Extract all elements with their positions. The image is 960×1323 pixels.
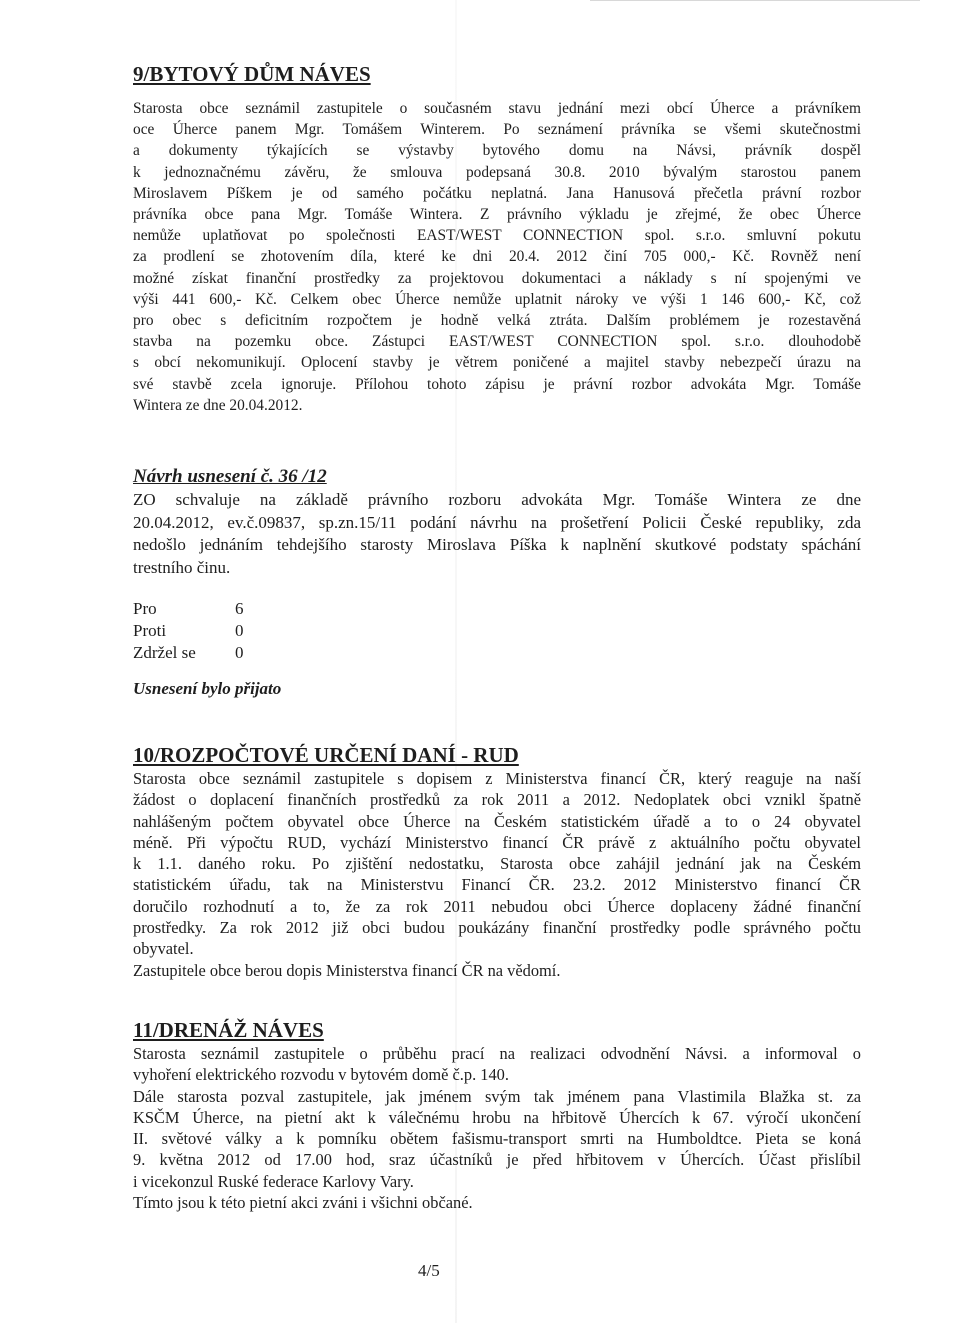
vote-value: 0 <box>235 643 244 662</box>
section10-line: méně. Při výpočtu RUD, vychází Ministerstvo financí ČR právě z aktuálního počtu obyvatel <box>133 832 861 852</box>
section9-line: výši 441 600,- Kč. Celkem obec Úherce nemůže uplatnit nároky ve výši 1 146 600,- Kč, což <box>133 290 861 308</box>
section9-line: Starosta obce seznámil zastupitele o současném stavu jednání mezi obcí Úherce a právníkem <box>133 100 861 117</box>
vote-row <box>133 620 244 642</box>
section10-line: statistickém úřadu, tak na Ministerstvu Financí ČR. 23.2. 2012 Ministerstvo financí ČR <box>133 875 861 895</box>
section9-line: pro obec s deficitním rozpočtem je hodně velká ztráta. Dalším problémem je rozestavěná <box>133 312 861 330</box>
proposal-line: nedošlo jednáním tehdejšího starosty Miroslava Píška k naplnění skutkové podstaty spáchání <box>133 535 861 554</box>
proposal-heading: Návrh usnesení č. 36 /12 <box>133 466 327 487</box>
section10-line: nahlášeným počtem obyvatel obce Úherce na Českém statistickém úřadě a to o 24 obyvatel <box>133 811 861 831</box>
proposal-body <box>133 489 861 579</box>
vote-row <box>133 642 244 664</box>
section11-line: KSČM Úherce, na pietní akt k válečnému hrobu na hřbitově Úhercích k 67. výročí ukončení <box>133 1107 861 1127</box>
section9-line: své stavbě zcela ignoruje. Přílohou tohoto zápisu je právní rozbor advokáta Mgr. Tomáše <box>133 375 861 393</box>
section10-line: Starosta obce seznámil zastupitele s dopisem z Ministerstva financí ČR, který reaguje na naší <box>133 769 861 788</box>
page-number: 4/5 <box>418 1261 440 1280</box>
vote-value: 0 <box>235 621 244 640</box>
section9-heading: 9/BYTOVÝ DŮM NÁVES <box>133 62 371 86</box>
section9-line: stavba na pozemku obce. Zástupci EAST/WEST CONNECTION spol. s.r.o. dlouhodobě <box>133 333 861 351</box>
section9-line: k jednoznačnému závěru, že smlouva podepsaná 30.8. 2010 bývalým starostou panem <box>133 163 861 181</box>
section11-line: vyhoření elektrického rozvodu v bytovém domě č.p. 140. <box>133 1065 509 1085</box>
vote-label: Pro <box>133 599 157 618</box>
section10-line: obyvatel. <box>133 939 194 959</box>
section11-line: Dále starosta pozval zastupitele, jak jménem svým tak jménem pana Vlastimila Blažka st. za <box>133 1086 861 1106</box>
section9-line: právníka obce pana Mgr. Tomáše Wintera. Z právního výkladu je zřejmé, že obec Úherce <box>133 206 861 224</box>
section10-heading: 10/ROZPOČTOVÉ URČENÍ DANÍ - RUD <box>133 743 519 767</box>
section9-line: za prodlení se zhotovením díla, které ke dni 20.4. 2012 činí 705 000,- Kč. Rovněž není <box>133 248 861 266</box>
scan-edge-line <box>590 0 920 1</box>
section9-line: oce Úherce panem Mgr. Tomášem Winterem. Po seznámení právníka se všemi skutečnostmi <box>133 121 861 139</box>
vote-row <box>133 598 244 620</box>
proposal-line: 20.04.2012, ev.č.09837, sp.zn.15/11 podání návrhu na prošetření Policii České republiky, zda <box>133 512 861 532</box>
section10-note: Zastupitele obce berou dopis Ministerstva financí ČR na vědomí. <box>133 960 561 980</box>
section11-body <box>133 1043 861 1213</box>
section10-line: žádost o doplacení finančních prostředků za rok 2011 a 2012. Nedoplatek obci vznikl špatně <box>133 790 861 810</box>
section9-line: Wintera ze dne 20.04.2012. <box>133 396 303 414</box>
section9-line: Miroslavem Píškem je od samého počátku neplatná. Jana Hanusová přečetla právní rozbor <box>133 184 861 202</box>
section9-line: možné získat finanční prostředky za projektovou dokumentaci a náklady s ní spojenými ve <box>133 269 861 287</box>
section11-line: II. světové války a k pomníku obětem fašismu-transport smrti na Humboldtce. Pieta se koná <box>133 1129 861 1149</box>
section9-body <box>133 98 861 416</box>
section9-line: a dokumenty týkajících se výstavby bytového domu na Návsi, právník dospěl <box>133 142 861 160</box>
section11-closing: Tímto jsou k této pietní akci zváni i všichni občané. <box>133 1193 473 1213</box>
section11-line: 9. května 2012 od 17.00 hod, sraz účastníků je před hřbitovem v Úhercích. Účast přislíbil <box>133 1150 861 1170</box>
section11-line: i vicekonzul Ruské federace Karlovy Vary. <box>133 1171 414 1191</box>
proposal-line: trestního činu. <box>133 557 231 577</box>
vote-table <box>133 598 244 664</box>
section9-line: s obcí nekomunikují. Oplocení stavby je větrem poničené a majitel stavby nebezpečí úrazu na <box>133 354 861 372</box>
section10-line: prostředky. Za rok 2012 již obci budou poukázány finanční prostředky podle správného počtu <box>133 918 861 938</box>
vote-label: Zdržel se <box>133 643 196 662</box>
section9-line: nemůže uplatňovat po společnosti EAST/WEST CONNECTION spol. s.r.o. smluvní pokutu <box>133 227 861 245</box>
resolution-result: Usnesení bylo přijato <box>133 679 282 698</box>
section10-line: k 1.1. daného roku. Po zjištění nedostatku, Starosta obce zahájil jednání jak na Českém <box>133 854 861 874</box>
proposal-line: ZO schvaluje na základě právního rozboru advokáta Mgr. Tomáše Wintera ze dne <box>133 490 861 509</box>
section11-line: Starosta seznámil zastupitele o průběhu prací na realizaci odvodnění Návsi. a informoval o <box>133 1044 861 1063</box>
section10-body <box>133 768 861 981</box>
vote-value: 6 <box>235 599 244 618</box>
vote-label: Proti <box>133 621 167 640</box>
section11-heading: 11/DRENÁŽ NÁVES <box>133 1018 324 1042</box>
section10-line: doručilo rozhodnutí a to, že za rok 2011 nebudou obci Úherce doplaceny žádné finanční <box>133 896 861 916</box>
